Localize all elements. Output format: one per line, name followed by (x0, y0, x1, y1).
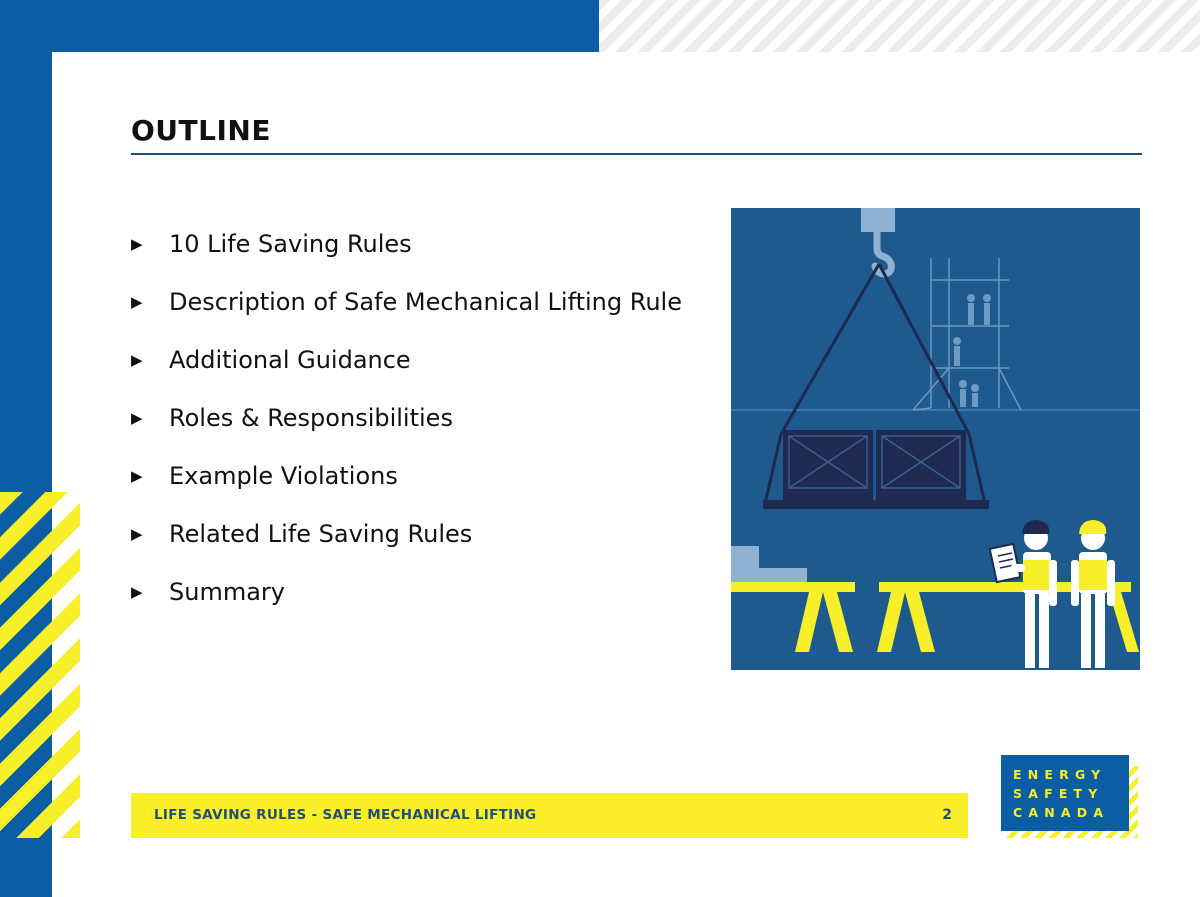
outline-item-label: Related Life Saving Rules (169, 520, 473, 548)
outline-item (131, 514, 682, 572)
outline-list (131, 224, 682, 630)
outline-item-label: Example Violations (169, 462, 398, 490)
outline-item-label: Roles & Responsibilities (169, 404, 453, 432)
left-hazard-stripes (0, 492, 80, 838)
logo-line-2: SAFETY (1013, 785, 1104, 801)
outline-item (131, 224, 682, 282)
title-divider (131, 153, 1142, 155)
logo-line-1: ENERGY (1013, 766, 1107, 782)
footer-title: LIFE SAVING RULES - SAFE MECHANICAL LIFTING (154, 807, 537, 823)
triangle-right-icon: ▶ (131, 235, 143, 253)
outline-item (131, 282, 682, 340)
outline-item (131, 340, 682, 398)
crane-block-icon (861, 208, 895, 232)
logo-line-3: CANADA (1013, 804, 1110, 820)
top-grey-stripes (599, 0, 1200, 52)
suspended-load-icon (763, 430, 989, 509)
triangle-right-icon: ▶ (131, 293, 143, 311)
page-number: 2 (942, 807, 952, 823)
triangle-right-icon: ▶ (131, 409, 143, 427)
outline-item-label: Summary (169, 578, 285, 606)
outline-item-label: 10 Life Saving Rules (169, 230, 412, 258)
triangle-right-icon: ▶ (131, 583, 143, 601)
energy-safety-canada-logo (1001, 755, 1129, 831)
triangle-right-icon: ▶ (131, 351, 143, 369)
outline-item (131, 398, 682, 456)
outline-item (131, 456, 682, 514)
outline-item-label: Additional Guidance (169, 346, 411, 374)
triangle-right-icon: ▶ (131, 467, 143, 485)
footer-bar (131, 793, 968, 838)
top-blue-band (0, 0, 599, 52)
triangle-right-icon: ▶ (131, 525, 143, 543)
outline-item (131, 572, 682, 630)
outline-item-label: Description of Safe Mechanical Lifting Rule (169, 288, 682, 316)
crane-lift-illustration (731, 208, 1140, 670)
slide-title: OUTLINE (131, 114, 271, 147)
